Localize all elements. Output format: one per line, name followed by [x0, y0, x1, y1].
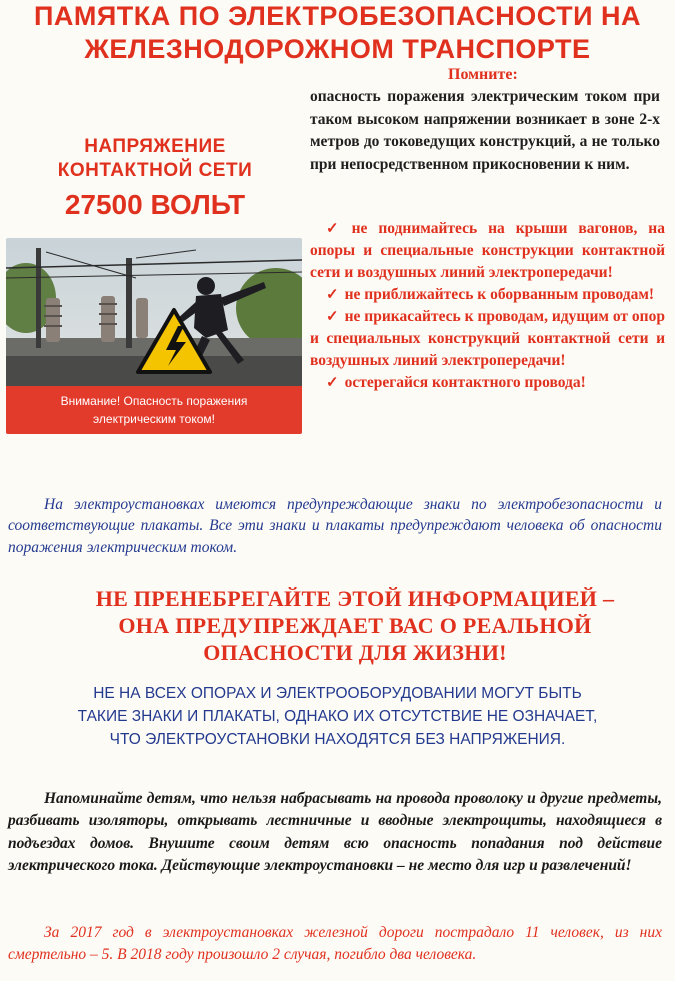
poster-title [0, 0, 675, 66]
absence-notice [0, 682, 675, 751]
remember-text: опасность поражения электрическим током при таком высоком напряжении возникает в зоне 2-х метров до токоведущих конструкций, а не только при непосредственном прикосновении к ним. [310, 88, 660, 173]
checkmark-icon: ✓ [326, 309, 339, 325]
list-item [310, 372, 665, 394]
absence-notice-line-3: ЧТО ЭЛЕКТРОУСТАНОВКИ НАХОДЯТСЯ БЕЗ НАПРЯЖЕНИЯ. [109, 731, 566, 748]
list-item [310, 306, 665, 372]
danger-photo [6, 238, 302, 434]
statistics-paragraph: За 2017 год в электроустановках железной дороги пострадало 11 человек, из них смертельно – 5. В 2018 году произошло 2 случая, погибло два человека. [8, 923, 662, 963]
absence-notice-line-2: ТАКИЕ ЗНАКИ И ПЛАКАТЫ, ОДНАКО ИХ ОТСУТСТВИЕ НЕ ОЗНАЧАЕТ, [77, 708, 598, 725]
warning-signs-paragraph: На электроустановках имеются предупреждающие знаки по электробезопасности и соответствующие плакаты. Все эти знаки и плакаты предупреждают человека об опасности поражения электрическим током. [8, 495, 662, 556]
list-item [310, 218, 665, 284]
main-warning-line-3: ОПАСНОСТИ ДЛЯ ЖИЗНИ! [203, 640, 507, 665]
remember-heading: Помните: [448, 66, 518, 83]
checkmark-icon: ✓ [326, 287, 339, 303]
rule-text: не прикасайтесь к проводам, идущим от опор и специальных конструкций контактной сети и воздушных линий электропередачи! [310, 308, 665, 369]
photo-caption-text: Внимание! Опасность поражения электрическим током! [60, 394, 248, 426]
rule-text: остерегайся контактного провода! [344, 374, 586, 391]
voltage-value: 27500 ВОЛЬТ [64, 189, 246, 220]
photo-caption [6, 386, 302, 434]
main-warning-line-1: НЕ ПРЕНЕБРЕГАЙТЕ ЭТОЙ ИНФОРМАЦИЕЙ – [95, 586, 615, 611]
safety-rules-list [310, 218, 665, 394]
rule-text: не приближайтесь к оборванным проводам! [344, 286, 655, 303]
title-line-1: ПАМЯТКА ПО ЭЛЕКТРОБЕЗОПАСНОСТИ НА [33, 1, 642, 31]
checkmark-icon: ✓ [326, 375, 339, 391]
checkmark-icon: ✓ [326, 221, 346, 237]
title-line-2: ЖЕЛЕЗНОДОРОЖНОМ ТРАНСПОРТЕ [84, 34, 591, 64]
list-item [310, 284, 665, 306]
main-warning [0, 585, 675, 666]
children-advice-paragraph: Напоминайте детям, что нельзя набрасывать на провода проволоку и другие предметы, разбивать изоляторы, открывать лестничные и вводные электрощиты, находящиеся в подъездах домов. Внушите своим детям всю опасность попадания под действие электрического тока. Действующие электроустановки – не место для игр и развлечений! [8, 789, 662, 874]
voltage-label-1: НАПРЯЖЕНИЕ [84, 136, 226, 157]
absence-notice-line-1: НЕ НА ВСЕХ ОПОРАХ И ЭЛЕКТРООБОРУДОВАНИИ МОГУТ БЫТЬ [93, 685, 582, 702]
rule-text: не поднимайтесь на крыши вагонов, на опоры и специальные конструкции контактной сети и воздушных линий электропередачи! [310, 220, 665, 281]
voltage-label-2: КОНТАКТНОЙ СЕТИ [57, 160, 253, 181]
voltage-callout [20, 135, 290, 225]
main-warning-line-2: ОНА ПРЕДУПРЕЖДАЕТ ВАС О РЕАЛЬНОЙ [118, 613, 592, 638]
